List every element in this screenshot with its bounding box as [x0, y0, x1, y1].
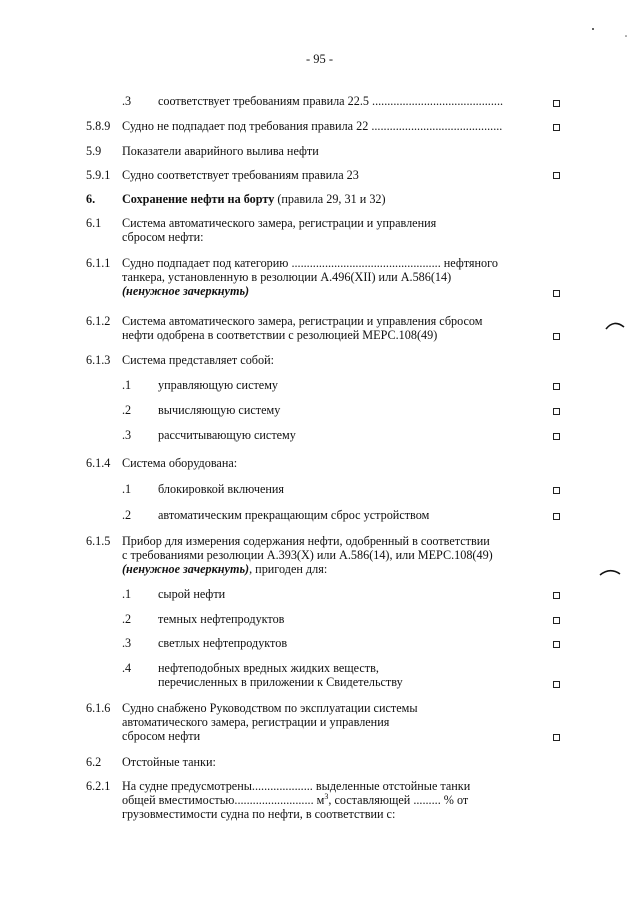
section-number: 6.	[86, 192, 96, 206]
item-text-line: Судно снабжено Руководством по эксплуатации системы	[122, 701, 418, 715]
item-text: Судно соответствует требованиям правила 23	[122, 168, 359, 182]
item-number: .1	[122, 378, 132, 392]
section-number: 5.9.1	[86, 168, 111, 182]
item-text: сырой нефти	[158, 587, 226, 601]
item-text: соответствует требованиям правила 22.5 ...........................................	[158, 94, 504, 108]
item-number: .3	[122, 636, 132, 650]
section-heading-rest: (правила 29, 31 и 32)	[274, 192, 386, 206]
section-heading	[122, 192, 386, 206]
item-text: управляющую систему	[158, 378, 279, 392]
checkbox[interactable]	[553, 100, 560, 107]
unit-superscript: 3	[324, 791, 329, 801]
item-text-line: с требованиями резолюции А.393(X) или А.586(14), или МЕРС.108(49)	[122, 548, 493, 562]
item-text: Судно не подпадает под требования правила 22 ...........................................	[122, 119, 503, 133]
item-text-line: Система автоматического замера, регистрации и управления сбросом	[122, 314, 483, 328]
item-text: вычисляющую систему	[158, 403, 281, 417]
item-text: рассчитывающую систему	[158, 428, 296, 442]
checkbox[interactable]	[553, 681, 560, 688]
section-number: 6.1.3	[86, 353, 111, 367]
section-heading: Отстойные танки:	[122, 755, 216, 769]
item-text-line	[122, 793, 468, 807]
item-text-line: Прибор для измерения содержания нефти, одобренный в соответствии	[122, 534, 490, 548]
item-text-line	[122, 562, 327, 576]
checkbox[interactable]	[553, 172, 560, 179]
scan-arc-mark	[604, 318, 628, 332]
checkbox[interactable]	[553, 592, 560, 599]
section-number: 6.2.1	[86, 779, 111, 793]
scan-arc-mark	[598, 566, 624, 578]
checkbox[interactable]	[553, 383, 560, 390]
scan-speck-mark	[590, 26, 630, 40]
item-number: .2	[122, 508, 132, 522]
checkbox[interactable]	[553, 487, 560, 494]
section-number: 6.1.6	[86, 701, 111, 715]
item-number: .4	[122, 661, 132, 675]
item-text: автоматическим прекращающим сброс устройством	[158, 508, 430, 522]
section-number: 5.8.9	[86, 119, 111, 133]
section-number: 6.1.5	[86, 534, 111, 548]
item-text: Система оборудована:	[122, 456, 238, 470]
section-number: 5.9	[86, 144, 102, 158]
section-number: 6.1	[86, 216, 102, 230]
section-number: 6.1.4	[86, 456, 111, 470]
checkbox[interactable]	[553, 124, 560, 131]
item-text-line: Система автоматического замера, регистрации и управления	[122, 216, 437, 230]
item-text-line: автоматического замера, регистрации и управления	[122, 715, 390, 729]
section-heading-bold: Сохранение нефти на борту	[122, 192, 275, 206]
section-heading: Показатели аварийного вылива нефти	[122, 144, 319, 158]
note-italic: (ненужное зачеркнуть)	[122, 562, 250, 576]
section-number: 6.1.1	[86, 256, 111, 270]
item-text: Система представляет собой:	[122, 353, 275, 367]
item-text-line: перечисленных в приложении к Свидетельству	[158, 675, 403, 689]
item-text: блокировкой включения	[158, 482, 285, 496]
item-text-line: На судне предусмотрены.................... выделенные отстойные танки	[122, 779, 471, 793]
item-text-line: танкера, установленную в резолюции А.496(XII) или А.586(14)	[122, 270, 452, 284]
checkbox[interactable]	[553, 734, 560, 741]
percent-text: , составляющей ......... % от	[328, 793, 469, 807]
item-number: .3	[122, 94, 132, 108]
checkbox[interactable]	[553, 290, 560, 297]
section-number: 6.1.2	[86, 314, 111, 328]
item-text: светлых нефтепродуктов	[158, 636, 288, 650]
item-number: .2	[122, 612, 132, 626]
item-text-line: нефти одобрена в соответствии с резолюцией МЕРС.108(49)	[122, 328, 438, 342]
item-text-line: грузовместимости судна по нефти, в соответствии с:	[122, 807, 396, 821]
checkbox[interactable]	[553, 513, 560, 520]
checkbox[interactable]	[553, 408, 560, 415]
item-text: темных нефтепродуктов	[158, 612, 285, 626]
page-number: - 95 -	[306, 52, 334, 66]
section-number: 6.2	[86, 755, 102, 769]
item-text-rest: , пригоден для:	[249, 562, 328, 576]
item-number: .1	[122, 482, 132, 496]
item-text-line: нефтеподобных вредных жидких веществ,	[158, 661, 379, 675]
checkbox[interactable]	[553, 641, 560, 648]
checkbox[interactable]	[553, 433, 560, 440]
note-italic: (ненужное зачеркнуть)	[122, 284, 250, 298]
item-text-line: сбросом нефти:	[122, 230, 204, 244]
item-number: .1	[122, 587, 132, 601]
checkbox[interactable]	[553, 333, 560, 340]
item-text-line: сбросом нефти	[122, 729, 201, 743]
checkbox[interactable]	[553, 617, 560, 624]
item-number: .3	[122, 428, 132, 442]
item-number: .2	[122, 403, 132, 417]
capacity-text: общей вместимостью.......................... м	[122, 793, 325, 807]
item-text-line: Судно подпадает под категорию ................................................. нефтяного	[122, 256, 498, 270]
